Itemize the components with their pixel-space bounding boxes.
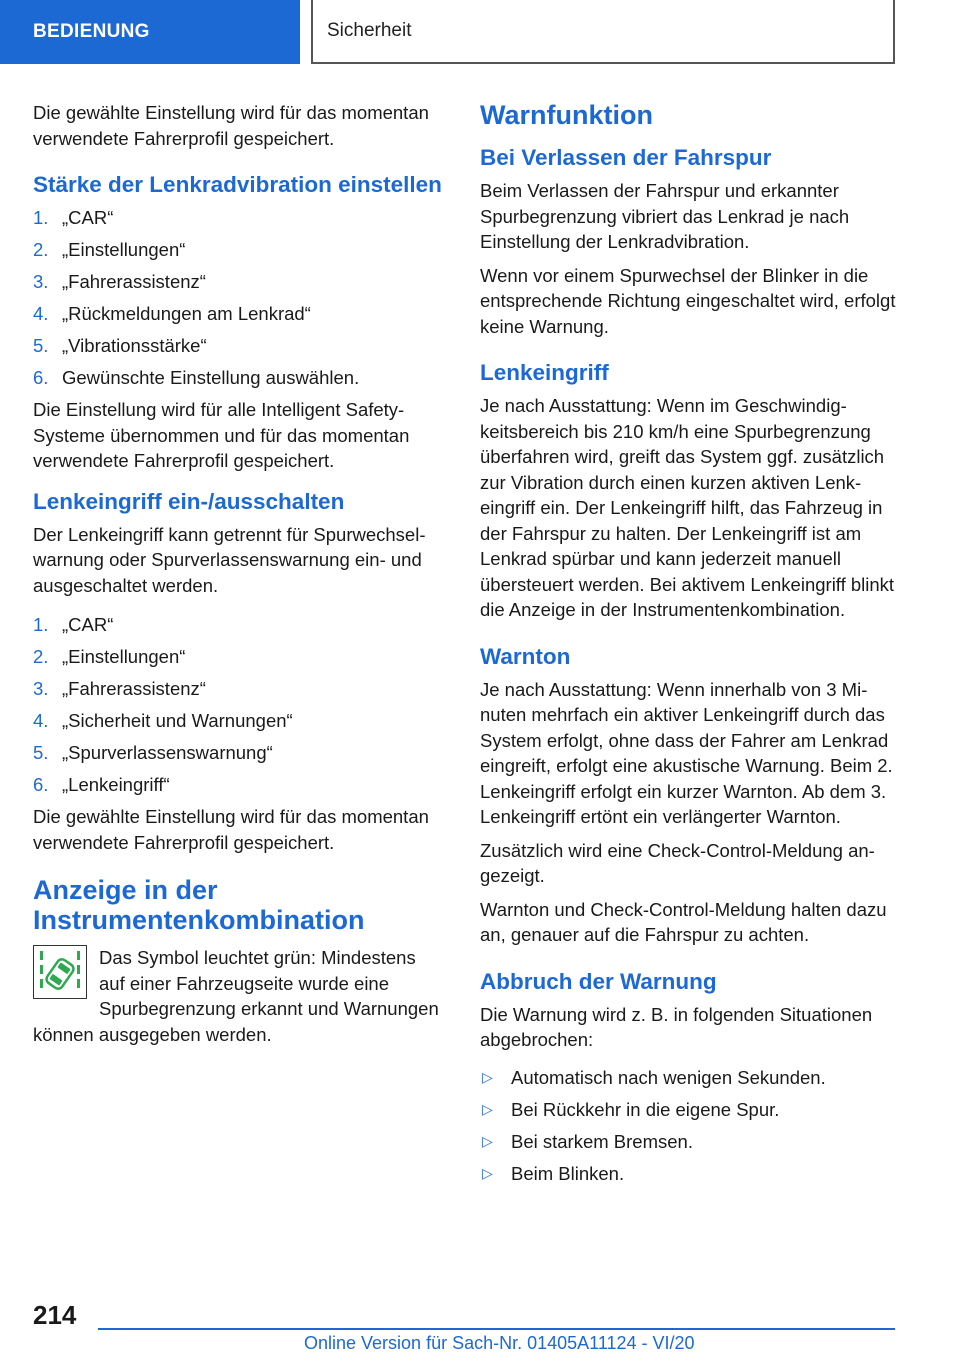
abbruch-bullet-list <box>480 1065 900 1187</box>
paragraph-verlassen-1: Beim Verlassen der Fahrspur und erkannter Spurbegrenzung vibriert das Lenkrad je nach Einstellung der Lenkradvibration. <box>480 180 850 252</box>
paragraph-warnton-2: Zusätzlich wird eine Check-Control-Meldung angezeigt. <box>480 839 875 886</box>
list-item: 6. Gewünschte Einstellung auswählen. <box>33 367 360 388</box>
list-item: 1. „CAR“ <box>33 207 114 228</box>
paragraph-lenkeingriff: Der Lenkeingriff kann getrennt für Spurwechselwarnung oder Spurverlassenswarnung ein- und ausgeschaltet werden. <box>33 523 426 596</box>
header-chapter-title: Sicherheit <box>311 0 895 64</box>
heading-abbruch: Abbruch der Warnung <box>480 968 717 994</box>
list-item: ▷ Beim Blinken. <box>480 1161 900 1187</box>
paragraph-anzeige: Das Symbol leuchtet grün: Mindestens auf einer Fahrzeugseite wurde eine Spurbegrenzung erkannt und Warnungen können ausgegeben werden. <box>33 947 439 1045</box>
triangle-bullet-icon: ▷ <box>482 1164 493 1181</box>
heading-lenkeingriff-switch: Lenkeingriff ein-/ausschalten <box>33 488 345 514</box>
list-item: ▷ Bei starkem Bremsen. <box>480 1129 900 1155</box>
heading-lenkeingriff: Lenkeingriff <box>480 360 609 385</box>
list-item: ▷ Automatisch nach wenigen Sekunden. <box>480 1065 900 1091</box>
left-column <box>33 100 443 1055</box>
list-item: 5. „Vibrationsstärke“ <box>33 335 207 356</box>
paragraph-warnton-3: Warnton und Check-Control-Meldung halten dazu an, genauer auf die Fahrspur zu achten. <box>480 898 887 945</box>
heading-vibration: Stärke der Lenkradvibration einstellen <box>33 172 442 197</box>
paragraph-abbruch: Die Warnung wird z. B. in folgenden Situationen abgebrochen: <box>480 1003 873 1050</box>
list-item: 6. „Lenkeingriff“ <box>33 774 170 795</box>
header-section-label: BEDIENUNG <box>0 0 300 64</box>
paragraph-verlassen-2: Wenn vor einem Spurwechsel der Blinker in die entsprechende Richtung eingeschaltet wird, erfolgt keine Warnung. <box>480 264 896 337</box>
lane-departure-warning-icon <box>33 945 87 999</box>
triangle-bullet-icon: ▷ <box>482 1068 493 1085</box>
list-item: 2. „Einstellungen“ <box>33 646 186 667</box>
heading-verlassen: Bei Verlassen der Fahrspur <box>480 145 772 170</box>
list-item: 2. „Einstellungen“ <box>33 239 186 260</box>
list-item: 5. „Spurverlassenswarnung“ <box>33 742 273 763</box>
right-column <box>480 100 900 1193</box>
triangle-bullet-icon: ▷ <box>482 1100 493 1117</box>
steps-list-vibration <box>33 205 443 391</box>
list-item: 4. „Sicherheit und Warnungen“ <box>33 710 293 731</box>
intro-paragraph: Die gewählte Einstellung wird für das momentan verwendete Fahrerprofil gespeichert. <box>33 102 429 149</box>
paragraph-lenkeingriff-right: Je nach Ausstattung: Wenn im Geschwindigkeitsbereich bis 210 km/h eine Spurbegrenzung überfahren wird, greift das System ggf. zusätzlich zur Vibration durch einen kurzen aktiven Lenkeingriff ein. Der Lenkeingriff hilft, das Fahrzeug in der Fahrspur zu halten. Der Lenkeingriff ist am Lenkrad spürbar und kann jederzeit manuell übersteuert werden. Bei aktivem Lenkeingriff blinkt die Anzeige in der Instrumentenkombination. <box>480 395 895 620</box>
footer-divider <box>98 1328 895 1330</box>
heading-warnfunktion: Warnfunktion <box>480 100 653 130</box>
page-number: 214 <box>33 1300 77 1330</box>
footer-online-version: Online Version für Sach-Nr. 01405A11124 - VI/20 <box>304 1333 695 1353</box>
triangle-bullet-icon: ▷ <box>482 1132 493 1149</box>
list-item: 3. „Fahrerassistenz“ <box>33 271 206 292</box>
heading-anzeige: Anzeige in der Instrumentenkombination <box>33 875 365 935</box>
heading-warnton: Warnton <box>480 643 571 669</box>
symbol-block <box>33 945 443 1047</box>
paragraph-warnton-1: Je nach Ausstattung: Wenn innerhalb von 3 Minuten mehrfach ein aktiver Lenkeingriff durch das System erfolgt, ohne dass der Fahrer am Lenkrad eingreift, erfolgt eine akustische Warnung. Beim 2. Lenkeingriff erfolgt ein kurzer Warnton. Ab dem 3. Lenkeingriff ertönt ein verlängerter Warnton. <box>480 678 893 827</box>
paragraph-after-list2: Die gewählte Einstellung wird für das momentan verwendete Fahrerprofil gespeichert. <box>33 806 429 853</box>
list-item: 1. „CAR“ <box>33 614 114 635</box>
list-item: 4. „Rückmeldungen am Lenkrad“ <box>33 303 311 324</box>
paragraph-after-list1: Die Einstellung wird für alle Intelligent Safety-Systeme übernommen und für das momentan verwendete Fahrerprofil gespeichert. <box>33 399 410 471</box>
list-item: 3. „Fahrerassistenz“ <box>33 678 206 699</box>
list-item: ▷ Bei Rückkehr in die eigene Spur. <box>480 1097 900 1123</box>
steps-list-lenkeingriff <box>33 612 443 798</box>
